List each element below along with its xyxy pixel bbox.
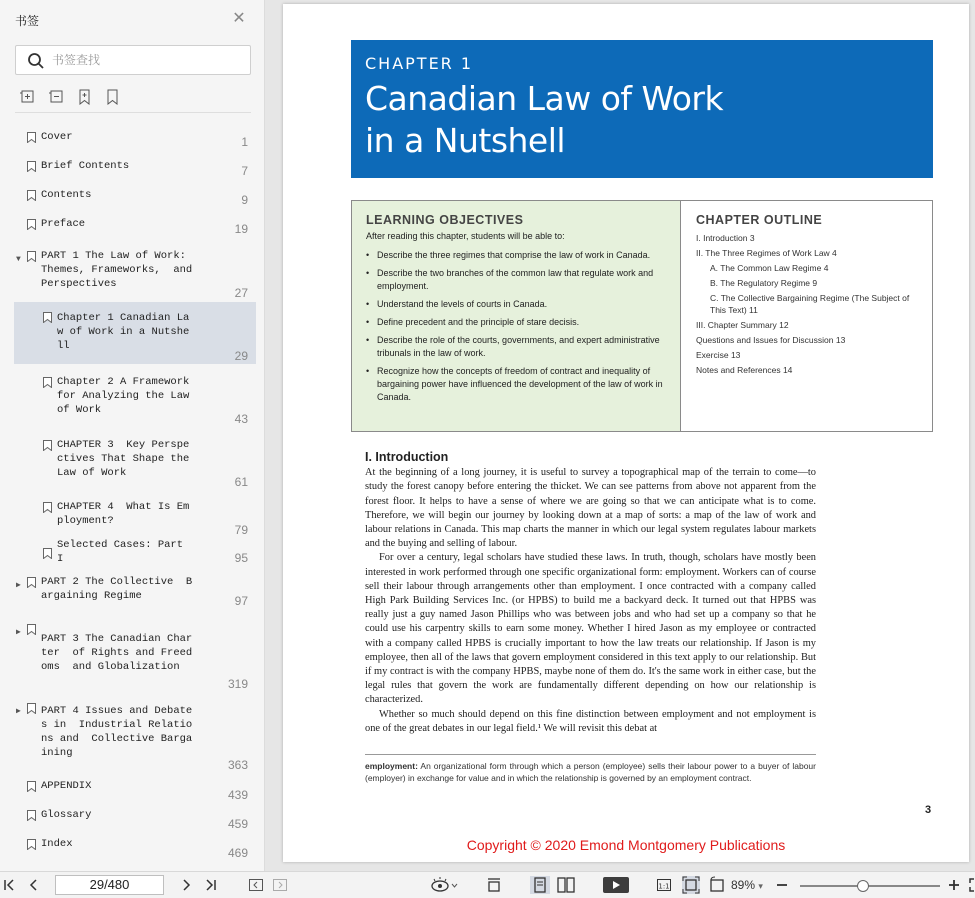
bookmark-search-box[interactable]: [15, 45, 251, 75]
bookmark-label: PART 1 The Law of Work: Themes, Frameworks, and Perspectives: [41, 250, 193, 290]
continuous-view-icon[interactable]: [530, 876, 550, 894]
learning-objective: • Describe the two branches of the common law that regulate work and employment.: [366, 267, 666, 293]
learning-objective: • Describe the role of the courts, governments, and expert administrative tribunals in the law of work.: [366, 334, 666, 360]
bookmark-page-number: 9: [241, 193, 248, 207]
bookmark-label: Index: [41, 838, 73, 850]
bookmark-icon: [27, 219, 36, 230]
bookmark-item[interactable]: [14, 159, 256, 179]
chapter-banner: [351, 40, 933, 178]
bookmark-item[interactable]: [14, 538, 256, 566]
learning-objective: • Describe the three regimes that comprise the law of work in Canada.: [366, 249, 666, 262]
bookmark-outline-icon[interactable]: [105, 89, 121, 105]
outline-entry[interactable]: II. The Three Regimes of Work Law 4: [696, 248, 837, 258]
next-page-icon[interactable]: [180, 876, 194, 894]
zoom-slider-knob[interactable]: [857, 880, 869, 892]
expand-arrow-icon[interactable]: ▶: [16, 628, 21, 637]
page-number-input[interactable]: 29/480: [55, 875, 164, 895]
zoom-slider[interactable]: [800, 885, 940, 887]
page-number: 3: [925, 804, 932, 816]
collapse-all-icon[interactable]: [49, 89, 65, 105]
bookmark-icon: [27, 703, 36, 714]
bookmark-label: Chapter 2 A Framework for Analyzing the Law of Work: [57, 376, 190, 416]
bookmark-label: CHAPTER 4 What Is Em ployment?: [57, 501, 190, 527]
zoom-out-icon[interactable]: [775, 876, 789, 894]
glossary-definition: An organizational form through which a person (employee) sells their labour power to a buyer of labour (employer) in exchange for value and in which the relationship is governed by an employment contract.: [365, 761, 816, 783]
chapter-title: Canadian Law of Work in a Nutshell: [365, 79, 724, 160]
forward-icon[interactable]: [272, 876, 288, 894]
chapter-label: CHAPTER 1: [365, 54, 474, 73]
bookmark-page-number: 29: [234, 349, 248, 363]
bookmark-page-number: 7: [241, 164, 248, 178]
bookmark-page-number: 1: [241, 135, 248, 149]
svg-text:1:1: 1:1: [658, 882, 670, 891]
bookmark-item[interactable]: [14, 302, 256, 364]
chapter-outline-heading: CHAPTER OUTLINE: [696, 213, 823, 227]
bookmark-page-number: 27: [234, 286, 248, 300]
learning-objectives-intro: After reading this chapter, students will be able to:: [366, 231, 565, 241]
bookmark-icon: [27, 132, 36, 143]
body-paragraph: At the beginning of a long journey, it is useful to survey a topographical map of the terrain to come—to study the forest canopy before entering the thicket. We can see patterns from above not apparent from the forest floor. It helps to have a sense of where we are going so that we can anticipate what is to come. Therefore, we will begin our journey by looking down at a map of sorts: a map of the law of work and labour relations in Canada. This map charts the manner in which our legal system regulates labour markets and the buying and selling of labour.: [365, 467, 816, 550]
bookmark-label: Brief Contents: [41, 160, 130, 172]
bookmark-item[interactable]: [14, 500, 256, 538]
expand-arrow-icon[interactable]: ▶: [16, 707, 21, 716]
bookmark-panel: [0, 0, 265, 871]
learning-objective: • Understand the levels of courts in Canada.: [366, 298, 666, 311]
bookmark-icon: [27, 781, 36, 792]
expand-all-icon[interactable]: [20, 89, 36, 105]
add-bookmark-icon[interactable]: [77, 89, 93, 105]
bookmark-item[interactable]: [14, 249, 256, 301]
bookmark-icon: [43, 440, 52, 451]
bookmark-panel-title: 书签: [15, 14, 40, 28]
zoom-level[interactable]: [731, 876, 763, 895]
learning-objective: • Recognize how the concepts of freedom of contract and inequality of bargaining power have influenced the development of the law of work in Canada.: [366, 365, 666, 404]
bookmark-page-number: 319: [227, 677, 248, 691]
bookmark-page-number: 363: [227, 758, 248, 772]
bookmark-page-number: 459: [227, 817, 248, 831]
rotate-page-icon[interactable]: [708, 876, 726, 894]
bookmark-item[interactable]: [14, 188, 256, 208]
glossary-note: [365, 754, 816, 784]
outline-entry[interactable]: A. The Common Law Regime 4: [710, 263, 829, 273]
bookmark-item[interactable]: [14, 375, 256, 427]
document-page: [283, 4, 969, 862]
bookmark-label: PART 2 The Collective B argaining Regime: [41, 576, 193, 602]
bookmark-item[interactable]: [14, 808, 256, 832]
fullscreen-icon[interactable]: [968, 876, 975, 894]
bookmark-page-number: 97: [234, 594, 248, 608]
outline-entry[interactable]: B. The Regulatory Regime 9: [710, 278, 818, 288]
bookmark-icon: [27, 624, 36, 635]
fit-page-icon[interactable]: [682, 876, 700, 894]
bookmark-item[interactable]: [14, 701, 256, 773]
bookmark-label: Glossary: [41, 809, 92, 821]
zoom-value: 89%: [731, 878, 756, 892]
body-paragraph: Whether so much should depend on this fine distinction between employment and not employment is one of the great debates in our legal field.¹ We will revisit this debat at: [365, 708, 816, 734]
body-paragraph: For over a century, legal scholars have studied these laws. In truth, though, scholars have mostly been interested in work performed through one specific organizational form: employment. Workers can of course sell their labour through arrangements other than employment. I once contracted with a company called High Park Building Services Inc. (or HPBS) to build me a backyard deck. It turned out that HPBS was really just a guy named Jason Phillips who was between jobs and who had set up a company so that he could use his carpentry skills to earn some money. Whether I hired Jason as my employee or contracted with a company called HPBS is crucially important to how the law treats our relationship. If Jason is my employee, then all of the laws that govern employment considered in this text apply to our relationship. But if my contract is with the company HPBS, maybe none of them do. It's the same work in either case, but the legal rules that govern the work are fundamentally different depending on how our relationship is characterized.: [365, 552, 816, 706]
divider: [15, 112, 251, 113]
learning-objective: • Define precedent and the principle of stare decisis.: [366, 316, 666, 329]
chapter-outline-box: [682, 201, 932, 431]
two-page-view-icon[interactable]: [556, 876, 576, 894]
bookmark-item[interactable]: [14, 779, 256, 803]
bookmark-icon: [27, 251, 36, 262]
bookmark-icon: [43, 377, 52, 388]
bookmark-label: CHAPTER 3 Key Perspe ctives That Shape the Law of Work: [57, 439, 190, 479]
section-heading: I. Introduction: [365, 450, 449, 464]
bookmark-icon: [27, 577, 36, 588]
bookmark-page-number: 469: [227, 846, 248, 860]
glossary-term: employment:: [365, 761, 418, 771]
play-slideshow-icon[interactable]: [603, 876, 629, 894]
learning-objectives-list: [366, 249, 666, 404]
learning-objectives-box: [352, 201, 681, 431]
bookmark-icon: [27, 810, 36, 821]
bookmark-icon: [43, 548, 52, 559]
copyright-watermark: Copyright © 2020 Emond Montgomery Publications: [466, 837, 786, 853]
bookmark-page-number: 79: [234, 523, 248, 537]
bookmark-item[interactable]: [14, 575, 256, 609]
learning-objectives-heading: LEARNING OBJECTIVES: [366, 213, 524, 227]
bookmark-label: PART 3 The Canadian Char ter of Rights and Freed oms and Globalization: [41, 633, 193, 673]
bookmark-page-number: 19: [234, 222, 248, 236]
bookmark-label: APPENDIX: [41, 780, 92, 792]
outline-entry[interactable]: I. Introduction 3: [696, 233, 755, 243]
bookmark-icon: [27, 190, 36, 201]
bookmark-search-input[interactable]: [52, 51, 242, 69]
bottom-toolbar: [0, 871, 975, 898]
expand-arrow-icon[interactable]: ▶: [16, 581, 21, 590]
search-icon: [27, 52, 45, 70]
bookmark-icon: [43, 312, 52, 323]
first-page-icon[interactable]: [3, 876, 17, 894]
bookmark-item[interactable]: [14, 438, 256, 490]
close-icon[interactable]: ✕: [232, 10, 246, 27]
bookmark-page-number: 439: [227, 788, 248, 802]
outline-entry[interactable]: III. Chapter Summary 12: [696, 320, 789, 330]
outline-entry[interactable]: C. The Collective Bargaining Regime (The Subject of This Text) 11: [710, 293, 910, 315]
bookmark-item[interactable]: [14, 837, 256, 861]
body-text: [365, 450, 816, 736]
outline-entry[interactable]: Exercise 13: [696, 350, 741, 360]
bookmark-label: Selected Cases: Part I: [57, 539, 184, 565]
outline-entry[interactable]: Questions and Issues for Discussion 13: [696, 335, 846, 345]
outline-entry[interactable]: Notes and References 14: [696, 365, 793, 375]
actual-size-icon[interactable]: [656, 876, 672, 894]
chevron-down-icon: ▾: [758, 881, 763, 891]
single-page-view-icon[interactable]: [486, 876, 502, 894]
chapter-intro-boxes: [351, 200, 933, 432]
last-page-icon[interactable]: [203, 876, 217, 894]
bookmark-item[interactable]: [14, 217, 256, 237]
bookmark-item[interactable]: [14, 130, 256, 150]
bookmark-label: Contents: [41, 189, 92, 201]
bookmark-page-number: 43: [234, 412, 248, 426]
bookmark-icon: [27, 161, 36, 172]
bookmark-label: PART 4 Issues and Debate s in Industrial Relatio ns and Collective Barga ining: [41, 705, 193, 759]
chapter-outline-list: [696, 232, 918, 376]
bookmark-item[interactable]: [14, 622, 256, 692]
bookmark-icon: [27, 839, 36, 850]
bookmark-label: Preface: [41, 218, 86, 230]
bookmark-icon: [43, 502, 52, 513]
previous-page-icon[interactable]: [26, 876, 40, 894]
back-icon[interactable]: [248, 876, 264, 894]
zoom-in-icon[interactable]: [947, 876, 961, 894]
eye-protection-icon[interactable]: [430, 876, 460, 894]
collapse-arrow-icon[interactable]: ▼: [16, 255, 21, 264]
bookmark-label: Cover: [41, 131, 73, 143]
bookmark-page-number: 95: [234, 551, 248, 565]
bookmark-label: Chapter 1 Canadian La w of Work in a Nutshe ll: [57, 312, 190, 352]
bookmark-page-number: 61: [234, 475, 248, 489]
